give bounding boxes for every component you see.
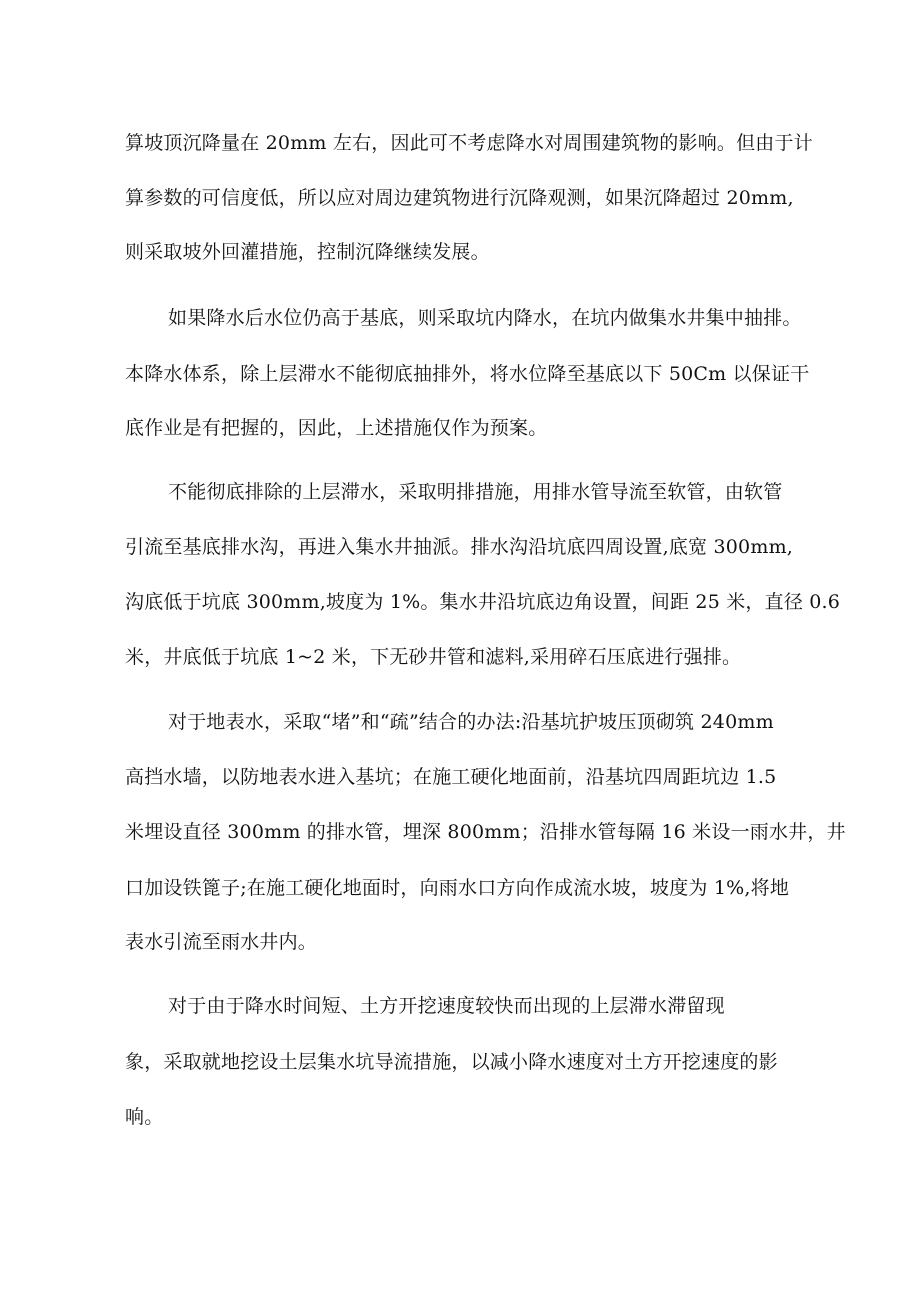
text-line: 口加设铁篦子;在施工硬化地面时，向雨水口方向作成流水坡，坡度为 1%,将地 — [125, 877, 790, 899]
text-line: 沟底低于坑底 300mm,坡度为 1%。集水井沿坑底边角设置，间距 25 米，直径 0.6 — [125, 591, 841, 613]
text-line: 算参数的可信度低，所以应对周边建筑物进行沉降观测，如果沉降超过 20mm, — [125, 187, 794, 209]
text-line: 米，井底低于坑底 1~2 米，下无砂井管和滤料,采用碎石压底进行强排。 — [125, 646, 742, 668]
text-line: 表水引流至雨水井内。 — [125, 931, 318, 953]
text-line: 底作业是有把握的，因此，上述措施仅作为预案。 — [125, 417, 548, 439]
text-line: 高挡水墙，以防地表水进入基坑；在施工硬化地面前，沿基坑四周距坑边 1.5 — [125, 766, 777, 788]
text-line: 响。 — [125, 1106, 164, 1128]
text-line: 对于地表水，采取“堵”和“疏”结合的办法:沿基坑护坡压顶砌筑 240mm — [168, 711, 774, 733]
text-line: 则采取坡外回灌措施，控制沉降继续发展。 — [125, 241, 490, 263]
text-line: 算坡顶沉降量在 20mm 左右，因此可不考虑降水对周围建筑物的影响。但由于计 — [125, 132, 813, 154]
text-line: 本降水体系，除上层滞水不能彻底抽排外，将水位降至基底以下 50Cm 以保证干 — [125, 363, 810, 385]
text-line: 不能彻底排除的上层滞水，采取明排措施，用排水管导流至软管，由软管 — [168, 481, 783, 503]
text-line: 象，采取就地挖设土层集水坑导流措施，以减小降水速度对土方开挖速度的影 — [125, 1051, 778, 1073]
text-line: 如果降水后水位仍高于基底，则采取坑内降水，在坑内做集水井集中抽排。 — [168, 307, 802, 329]
text-line: 对于由于降水时间短、土方开挖速度较快而出现的上层滞水滞留现 — [168, 995, 725, 1017]
text-line: 引流至基底排水沟，再进入集水井抽派。排水沟沿坑底四周设置,底宽 300mm, — [125, 536, 794, 558]
text-line: 米埋设直径 300mm 的排水管，埋深 800mm；沿排水管每隔 16 米设一雨水井，井 — [125, 821, 846, 843]
